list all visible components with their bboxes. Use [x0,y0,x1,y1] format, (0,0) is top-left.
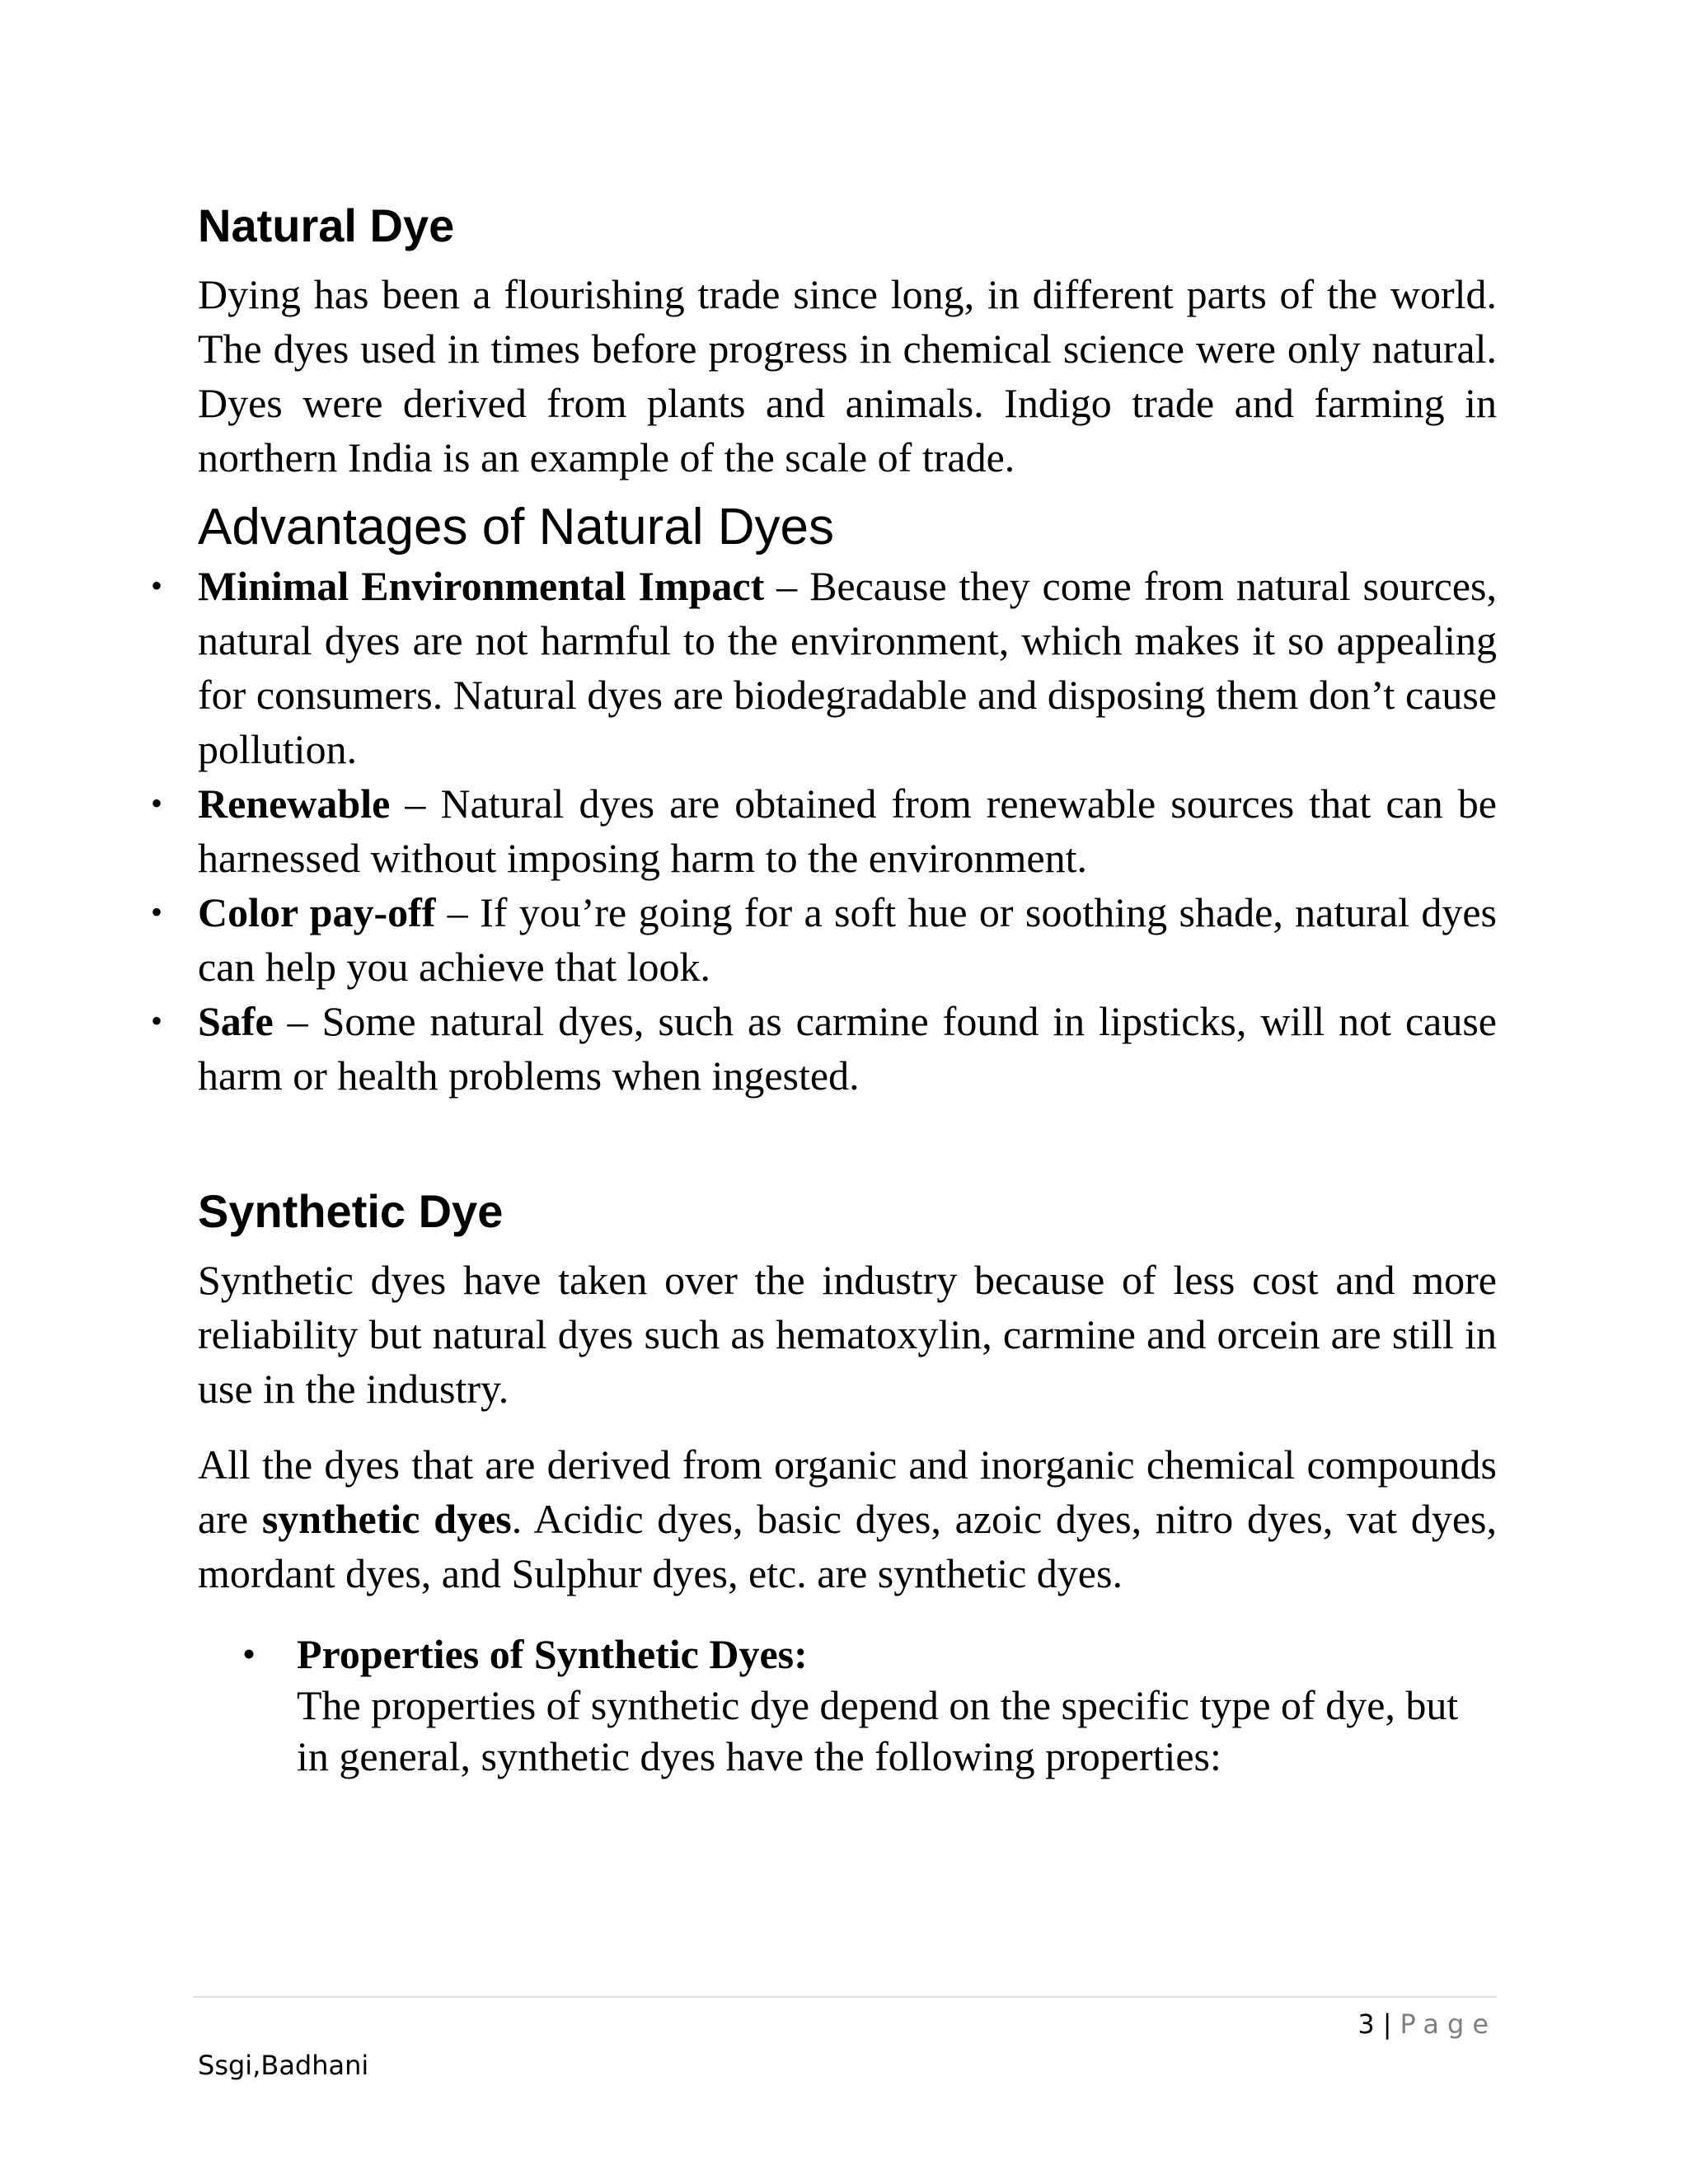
page-content [150,190,1498,1782]
bullet-icon: • [150,567,162,604]
properties-heading: Properties of Synthetic Dyes: [297,1631,808,1677]
page-number-value: 3 [1357,2008,1375,2040]
footer-divider [193,1996,1497,1998]
list-item [150,885,1497,994]
advantage-text: – Natural dyes are obtained from renewable sources that can be harnessed without imposing harm to the environment. [198,780,1497,881]
paragraph-text-end: . Acidic dyes, basic dyes, azoic dyes, nitro dyes, vat dyes, mordant dyes, and Sulphur dyes, etc. are synthetic dyes. [198,1496,1497,1596]
page-separator: | [1382,2008,1392,2040]
advantage-term: Color pay-off [198,889,436,935]
synthetic-dye-heading: Synthetic Dye [198,1185,504,1237]
advantages-heading: Advantages of Natural Dyes [198,499,834,555]
advantage-term: Minimal Environmental Impact [198,563,765,609]
advantage-text: – Some natural dyes, such as carmine found in lipsticks, will not cause harm or health problems when ingested. [198,998,1497,1099]
natural-dye-paragraph: Dying has been a flourishing trade since long, in different parts of the world. The dyes used in times before progress in chemical science were only natural. Dyes were derived from plants and animals. Indigo trade and farming in northern India is an example of the scale of trade. [198,271,1497,480]
synthetic-dye-paragraph-2 [198,1437,1497,1601]
list-item [150,776,1497,885]
advantages-list [150,559,1498,1103]
bullet-icon: • [242,1633,256,1675]
advantage-term: Safe [198,998,274,1044]
synthetic-dye-paragraph-1: Synthetic dyes have taken over the industry because of less cost and more reliability but natural dyes such as hematoxylin, carmine and orcein are still in use in the industry. [198,1257,1497,1412]
natural-dye-heading: Natural Dye [198,199,455,251]
page-label: Page [1400,2008,1497,2040]
paragraph-text-start: All the dyes that are derived from organic and inorganic chemical compounds are [198,1441,1497,1542]
list-item [242,1629,1497,1782]
footer-institution: Ssgi,Badhani [198,2050,369,2081]
advantage-term: Renewable [198,780,391,827]
list-item [150,994,1497,1103]
advantage-text: – Because they come from natural sources, natural dyes are not harmful to the environment, which makes it so appealing for consumers. Natural dyes are biodegradable and disposing them don’t cause pollution. [198,563,1498,772]
properties-text: The properties of synthetic dye depend on the specific type of dye, but in general, synthetic dyes have the following properties: [297,1682,1459,1779]
advantage-text: – If you’re going for a soft hue or soothing shade, natural dyes can help you achieve that look. [198,889,1497,990]
page-number [1357,2008,1497,2041]
bullet-icon: • [150,785,162,822]
synthetic-dyes-term: synthetic dyes [261,1496,512,1542]
bullet-icon: • [150,893,162,930]
list-item [150,559,1498,776]
properties-list [198,1629,1497,1782]
bullet-icon: • [150,1002,162,1039]
